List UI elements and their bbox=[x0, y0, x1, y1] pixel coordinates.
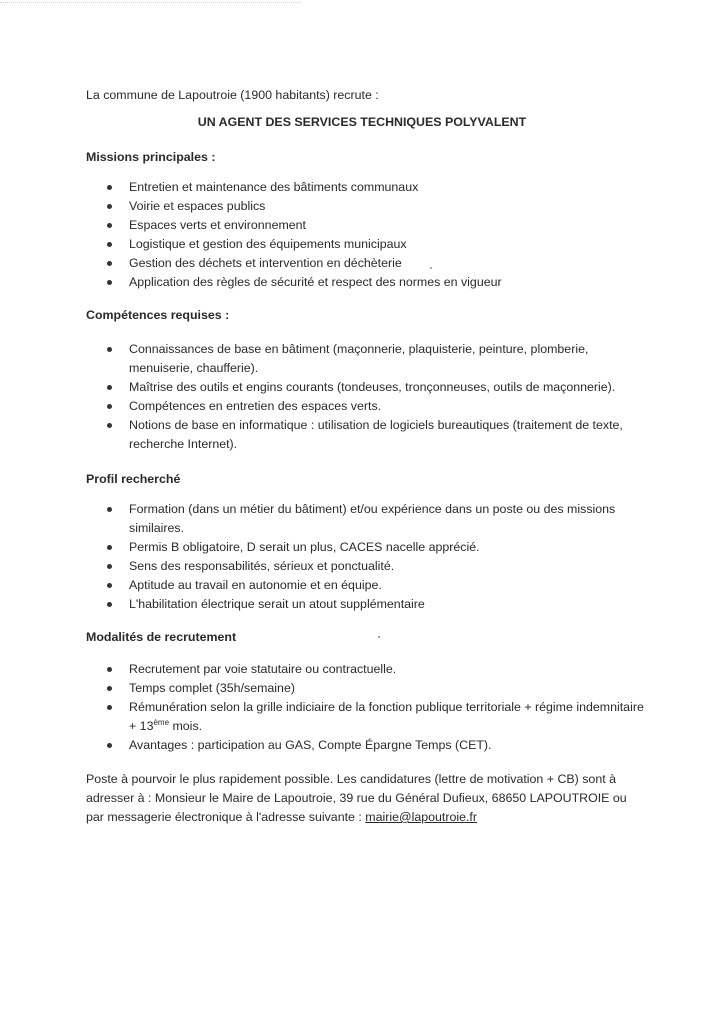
competences-list bbox=[86, 340, 646, 454]
bullet-icon bbox=[107, 583, 112, 588]
job-title: UN AGENT DES SERVICES TECHNIQUES POLYVALENT bbox=[197, 115, 527, 129]
bullet-icon bbox=[107, 602, 112, 607]
bullet-icon bbox=[107, 564, 112, 569]
missions-heading: Missions principales : bbox=[86, 150, 216, 164]
profil-list bbox=[86, 500, 646, 614]
list-item: Voirie et espaces publics bbox=[86, 197, 646, 216]
list-item: Formation (dans un métier du bâtiment) et/ou expérience dans un poste ou des missions similaires. bbox=[86, 500, 646, 538]
profil-heading: Profil recherché bbox=[86, 472, 181, 486]
list-item: Connaissances de base en bâtiment (maçonnerie, plaquisterie, peinture, plomberie, menuiserie, chaufferie). bbox=[86, 340, 646, 378]
modalites-heading: Modalités de recrutement bbox=[86, 630, 237, 644]
email-link[interactable]: mairie@lapoutroie.fr bbox=[365, 810, 477, 824]
list-item: Permis B obligatoire, D serait un plus, CACES nacelle apprécié. bbox=[86, 538, 646, 557]
scan-speck bbox=[430, 267, 432, 269]
bullet-icon bbox=[107, 223, 112, 228]
list-item: Avantages : participation au GAS, Compte Épargne Temps (CET). bbox=[86, 736, 646, 755]
list-item: Gestion des déchets et intervention en déchèterie bbox=[86, 254, 646, 273]
bullet-icon bbox=[107, 261, 112, 266]
list-item: Logistique et gestion des équipements municipaux bbox=[86, 235, 646, 254]
bullet-icon bbox=[107, 423, 112, 428]
list-item: Notions de base en informatique : utilisation de logiciels bureautiques (traitement de texte, recherche Internet). bbox=[86, 416, 646, 454]
bullet-icon bbox=[107, 347, 112, 352]
intro-line: La commune de Lapoutroie (1900 habitants) recrute : bbox=[86, 88, 379, 102]
bullet-icon bbox=[107, 507, 112, 512]
list-item: Sens des responsabilités, sérieux et ponctualité. bbox=[86, 557, 646, 576]
list-item: Compétences en entretien des espaces verts. bbox=[86, 397, 646, 416]
modalites-list bbox=[86, 660, 646, 755]
list-item: Espaces verts et environnement bbox=[86, 216, 646, 235]
bullet-icon bbox=[107, 185, 112, 190]
bullet-icon bbox=[107, 545, 112, 550]
missions-list bbox=[86, 178, 646, 292]
bullet-icon bbox=[107, 686, 112, 691]
list-item: Temps complet (35h/semaine) bbox=[86, 679, 646, 698]
bullet-icon bbox=[107, 743, 112, 748]
bullet-icon bbox=[107, 667, 112, 672]
closing-paragraph: Poste à pourvoir le plus rapidement possible. Les candidatures (lettre de motivation + CB) sont à adresser à : Monsieur le Maire de Lapoutroie, 39 rue du Général Dufieux, 68650 LAPOUTROIE ou par messagerie électronique à l'adresse suivante : mairie@lapoutroie.fr bbox=[86, 772, 627, 824]
competences-heading: Compétences requises : bbox=[86, 308, 230, 322]
list-item: Recrutement par voie statutaire ou contractuelle. bbox=[86, 660, 646, 679]
bullet-icon bbox=[107, 705, 112, 710]
list-item: Aptitude au travail en autonomie et en équipe. bbox=[86, 576, 646, 595]
bullet-icon bbox=[107, 280, 112, 285]
list-item: Application des règles de sécurité et respect des normes en vigueur bbox=[86, 273, 646, 292]
bullet-icon bbox=[107, 385, 112, 390]
bullet-icon bbox=[107, 204, 112, 209]
list-item: L'habilitation électrique serait un atout supplémentaire bbox=[86, 595, 646, 614]
scan-edge-line bbox=[0, 2, 300, 4]
list-item: Maîtrise des outils et engins courants (tondeuses, tronçonneuses, outils de maçonnerie). bbox=[86, 378, 646, 397]
list-item: Rémunération selon la grille indiciaire de la fonction publique territoriale + régime indemnitaire + 13ème mois. bbox=[86, 698, 646, 736]
scan-speck bbox=[378, 636, 380, 638]
list-item: Entretien et maintenance des bâtiments communaux bbox=[86, 178, 646, 197]
bullet-icon bbox=[107, 404, 112, 409]
bullet-icon bbox=[107, 242, 112, 247]
